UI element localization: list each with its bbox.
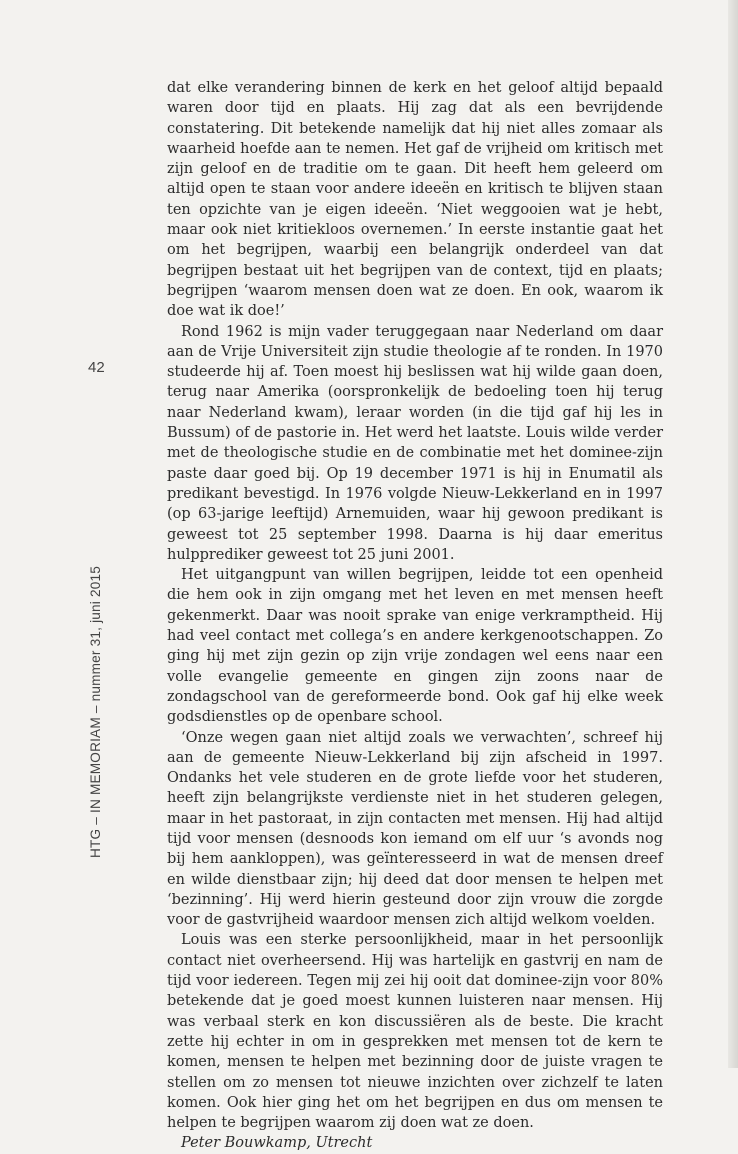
paragraph: Het uitgangpunt van willen begrijpen, leidde tot een openheid die hem ook in zijn omgang met het leven en met mensen heeft gekenmerkt. Daar was nooit sprake van enige verkramptheid. Hij had veel contact met collega’s en andere kerkgenootschappen. Zo ging hij met zijn gezin op zijn vrije zondagen wel eens naar een volle evangelie gemeente en gingen zijn zoons naar de zondagschool van de gereformeerde bond. Ook gaf hij elke week godsdienstles op de openbare school. [167,567,663,726]
running-header: HTG – IN MEMORIAM – nummer 31, juni 2015 [88,565,103,858]
paragraph: ‘Onze wegen gaan niet altijd zoals we verwachten’, schreef hij aan de gemeente Nieuw-Lekkerland bij zijn afscheid in 1997. Ondanks het vele studeren en de grote liefde voor het studeren, heeft zijn belangrijkste verdienste niet in het studeren gelegen, maar in het pastoraat, in zijn contacten met mensen. Hij had altijd tijd voor mensen (desnoods kon iemand om elf uur ‘s avonds nog bij hem aankloppen), was geïnteresseerd in wat de mensen dreef en wilde dienstbaar zijn; hij deed dat door mensen te helpen met ‘bezinning’. Hij werd hierin gesteund door zijn vrouw die zorgde voor de gastvrijheid waardoor mensen zich altijd welkom voelden. [167,729,663,929]
article-body [167,78,663,1154]
page-number: 42 [88,359,105,376]
paragraph: Rond 1962 is mijn vader teruggegaan naar Nederland om daar aan de Vrije Universiteit zijn studie theologie af te ronden. In 1970 studeerde hij af. Toen moest hij beslissen wat hij wilde gaan doen, terug naar Amerika (oorspronkelijk de bedoeling toen hij terug naar Nederland kwam), leraar worden (in die tijd gaf hij les in Bussum) of de pastorie in. Het werd het laatste. Louis wilde verder met de theologische studie en de combinatie met het dominee-zijn paste daar goed bij. Op 19 december 1971 is hij in Enumatil als predikant bevestigd. In 1976 volgde Nieuw-Lekkerland en in 1997 (op 63-jarige leeftijd) Arnemuiden, waar hij gewoon predikant is geweest tot 25 september 1998. Daarna is hij daar emeritus hulpprediker geweest tot 25 juni 2001. [167,323,663,563]
page-edge [728,0,738,1068]
author-signature: Peter Bouwkamp, Utrecht [181,1135,373,1152]
paragraph: dat elke verandering binnen de kerk en het geloof altijd bepaald waren door tijd en plaats. Hij zag dat als een bevrijdende constatering. Dit betekende namelijk dat hij niet alles zomaar als waarheid hoefde aan te nemen. Het gaf de vrijheid om kritisch met zijn geloof en de traditie om te gaan. Dit heeft hem geleerd om altijd open te staan voor andere ideeën en kritisch te blijven staan ten opzichte van je eigen ideeën. ‘Niet weggooien wat je hebt, maar ook niet kritiekloos overnemen.’ In eerste instantie gaat het om het begrijpen, waarbij een belangrijk onderdeel van dat begrijpen bestaat uit het begrijpen van de context, tijd en plaats; begrijpen ‘waarom mensen doen wat ze doen. En ook, waarom ik doe wat ik doe!’ [167,80,663,320]
paragraph: Louis was een sterke persoonlijkheid, maar in het persoonlijk contact niet overheersend. Hij was hartelijk en gastvrij en nam de tijd voor iedereen. Tegen mij zei hij ooit dat dominee-zijn voor 80% betekende dat je goed moest kunnen luisteren naar mensen. Hij was verbaal sterk en kon discussiëren als de beste. Die kracht zette hij echter in om in gesprekken met mensen tot de kern te komen, mensen te helpen met bezinning door de juiste vragen te stellen om zo mensen tot nieuwe inzichten over zichzelf te laten komen. Ook hier ging het om het begrijpen en dus om mensen te helpen te begrijpen waarom zij doen wat ze doen. [167,932,663,1132]
